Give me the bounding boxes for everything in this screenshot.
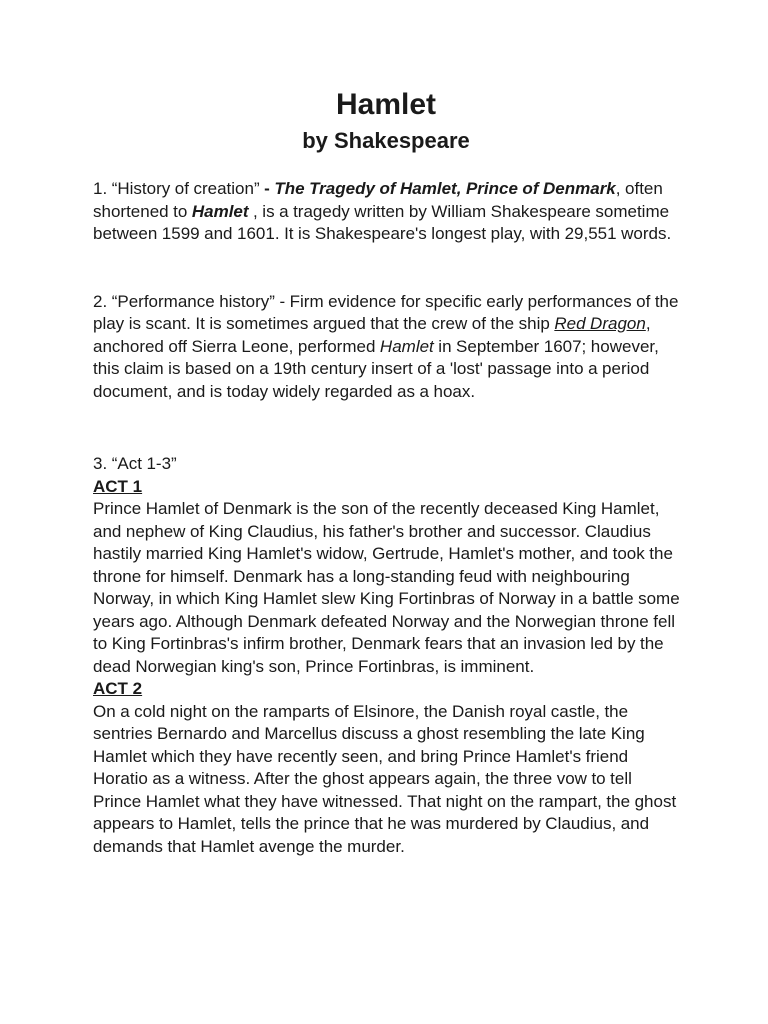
- document-title: Hamlet: [335, 88, 437, 121]
- section-1-dash: -: [259, 179, 275, 198]
- section-1-text-b: , is a tragedy written by William Shakespeare sometime between 1599 and 1601. It is Shakespeare's longest play, with 29,551 words.: [93, 201, 672, 243]
- section-performance-history: [93, 291, 683, 404]
- act-1-heading: ACT 1: [93, 476, 143, 496]
- section-3-heading: 3. “Act 1-3”: [93, 454, 177, 473]
- section-2-text-c: in September 1607; however, this claim is based on a 19th century insert of a 'lost' passage into a period document, and is today widely regarded as a hoax.: [93, 336, 659, 401]
- play-name-italic: Hamlet: [379, 336, 434, 356]
- section-1-text-a: , often shortened to: [93, 179, 663, 221]
- ship-name-link[interactable]: Red Dragon: [554, 314, 646, 333]
- section-2-text-b: , anchored off Sierra Leone, performed: [93, 314, 651, 356]
- act-1-text: Prince Hamlet of Denmark is the son of the recently deceased King Hamlet, and nephew of King Claudius, his father's brother and successor. Claudius hastily married King Hamlet's widow, Gertrude, Hamlet's mother, and took the throne for himself. Denmark has a long-standing feud with neighbouring Norway, in which King Hamlet slew King Fortinbras of Norway in a battle some years ago. Although Denmark defeated Norway and the Norwegian throne fell to King Fortinbras's infirm brother, Denmark fears that an invasion led by the dead Norwegian king's son, Prince Fortinbras, is imminent.: [93, 499, 680, 676]
- section-2-text-a: 2. “Performance history” - Firm evidence for specific early performances of the play is scant. It is sometimes argued that the crew of the ship: [93, 291, 679, 333]
- act-2-heading: ACT 2: [93, 679, 143, 698]
- section-1-label: 1. “History of creation”: [93, 179, 260, 198]
- section-history-of-creation: [93, 178, 683, 246]
- document-page: [93, 84, 683, 858]
- document-subtitle: by Shakespeare: [302, 128, 470, 153]
- act-2-text: On a cold night on the ramparts of Elsinore, the Danish royal castle, the sentries Bernardo and Marcellus discuss a ghost resembling the late King Hamlet which they have recently seen, and bring Prince Hamlet's friend Horatio as a witness. After the ghost appears again, the three vow to tell Prince Hamlet what they have witnessed. That night on the rampart, the ghost appears to Hamlet, tells the prince that he was murdered by Claudius, and demands that Hamlet avenge the murder.: [93, 701, 677, 856]
- short-play-title: Hamlet: [191, 201, 249, 221]
- full-play-title: The Tragedy of Hamlet, Prince of Denmark: [274, 179, 616, 198]
